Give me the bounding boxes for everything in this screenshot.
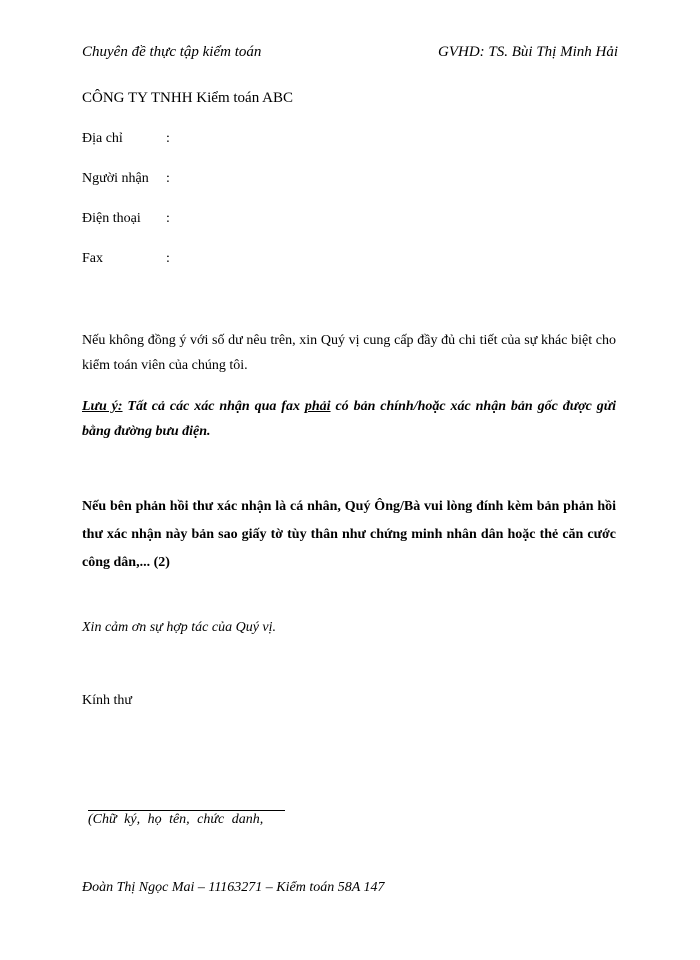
fax-note	[82, 394, 616, 444]
field-colon: :	[166, 171, 170, 186]
thanks-line: Xin cảm ơn sự hợp tác của Quý vị.	[82, 620, 277, 635]
closing-regards: Kính thư	[82, 693, 132, 708]
note-underlined-word: phải	[304, 399, 331, 414]
field-label: Điện thoại	[82, 211, 141, 226]
field-label: Fax	[82, 251, 103, 266]
field-address	[82, 131, 282, 151]
individual-paragraph: Nếu bên phản hồi thư xác nhận là cá nhân, Quý Ông/Bà vui lòng đính kèm bản phản hồi thư xác nhận này bản sao giấy tờ tùy thân như chứng minh nhân dân hoặc thẻ căn cước công dân,... (2)	[82, 499, 616, 570]
field-colon: :	[166, 251, 170, 266]
note-text-after: có bản chính/hoặc xác nhận bản gốc được gửi bằng đường bưu điện.	[82, 399, 616, 439]
page-footer: Đoàn Thị Ngọc Mai – 11163271 – Kiểm toán 58A 147	[82, 880, 385, 895]
field-colon: :	[166, 211, 170, 226]
signature-caption: (Chữ ký, họ tên, chức danh,	[88, 812, 264, 827]
field-label: Người nhận	[82, 171, 149, 186]
disagreement-paragraph: Nếu không đồng ý với số dư nêu trên, xin Quý vị cung cấp đầy đủ chi tiết của sự khác biệt cho kiểm toán viên của chúng tôi.	[82, 333, 616, 373]
field-phone	[82, 211, 282, 231]
field-label: Địa chỉ	[82, 131, 123, 146]
field-recipient	[82, 171, 282, 191]
note-text-before: Tất cả các xác nhận qua fax	[122, 399, 305, 414]
note-label: Lưu ý:	[82, 399, 123, 414]
company-name: CÔNG TY TNHH Kiểm toán ABC	[82, 90, 293, 106]
signature-line	[88, 810, 285, 811]
field-fax	[82, 251, 282, 271]
header-topic: Chuyên đề thực tập kiểm toán	[82, 44, 262, 60]
header-supervisor: GVHD: TS. Bùi Thị Minh Hải	[438, 44, 618, 60]
field-colon: :	[166, 131, 170, 146]
